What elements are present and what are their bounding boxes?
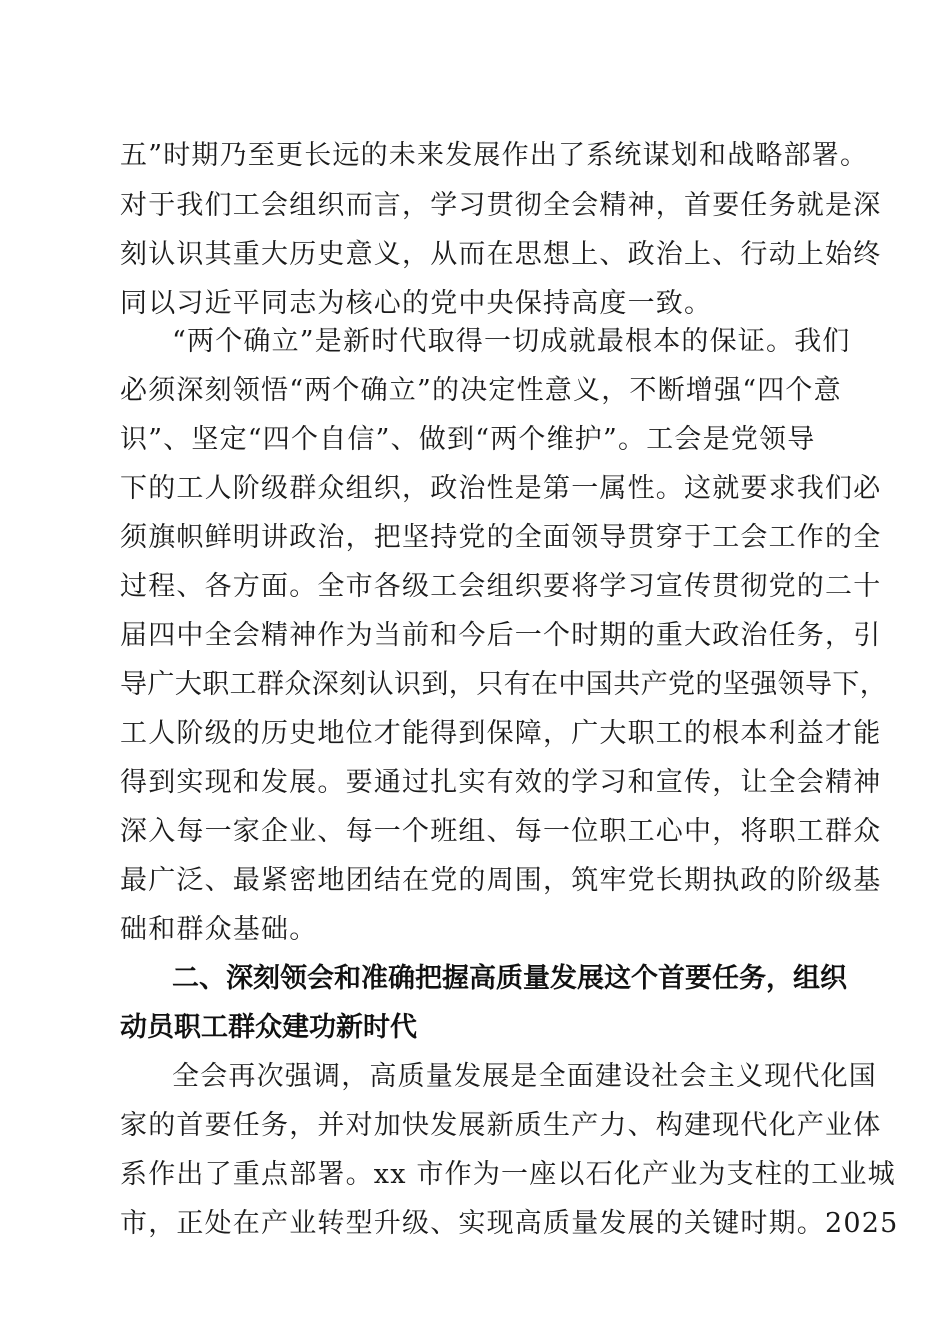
paragraph-first-line: “两个确立”是新时代取得一切成就最根本的保证。我们 [172,326,851,357]
body-text-line: 须旗帜鲜明讲政治，把坚持党的全面领导贯穿于工会工作的全 [120,522,882,553]
body-text-line: 过程、各方面。全市各级工会组织要将学习宣传贯彻党的二十 [120,571,882,602]
body-text-line: 必须深刻领悟“两个确立”的决定性意义，不断增强“四个意 [120,375,842,406]
section-heading: 二、深刻领会和准确把握高质量发展这个首要任务，组织 [172,963,847,994]
body-text-line: 市，正处在产业转型升级、实现高质量发展的关键时期。2025 [120,1208,899,1239]
paragraph-first-line: 全会再次强调，高质量发展是全面建设社会主义现代化国 [172,1061,877,1092]
body-text-line: 深入每一家企业、每一个班组、每一位职工心中，将职工群众 [120,816,882,847]
body-text-line: 同以习近平同志为核心的党中央保持高度一致。 [120,288,713,319]
body-text-line: 系作出了重点部署。xx 市作为一座以石化产业为支柱的工业城 [120,1159,896,1190]
body-text-line: 础和群众基础。 [120,914,318,945]
body-text-line: 五”时期乃至更长远的未来发展作出了系统谋划和战略部署。 [120,140,869,171]
body-text-line: 工人阶级的历史地位才能得到保障，广大职工的根本利益才能 [120,718,882,749]
body-text-line: 得到实现和发展。要通过扎实有效的学习和宣传，让全会精神 [120,767,882,798]
body-text-line: 家的首要任务，并对加快发展新质生产力、构建现代化产业体 [120,1110,882,1141]
body-text-line: 最广泛、最紧密地团结在党的周围，筑牢党长期执政的阶级基 [120,865,882,896]
body-text-line: 对于我们工会组织而言，学习贯彻全会精神，首要任务就是深 [120,190,882,221]
body-text-line: 届四中全会精神作为当前和今后一个时期的重大政治任务，引 [120,620,882,651]
body-text-line: 识”、坚定“四个自信”、做到“两个维护”。工会是党领导 [120,424,816,455]
body-text-line: 下的工人阶级群众组织，政治性是第一属性。这就要求我们必 [120,473,882,504]
section-heading: 动员职工群众建功新时代 [120,1012,417,1043]
body-text-line: 刻认识其重大历史意义，从而在思想上、政治上、行动上始终 [120,239,882,270]
body-text-line: 导广大职工群众深刻认识到，只有在中国共产党的坚强领导下， [120,669,888,700]
